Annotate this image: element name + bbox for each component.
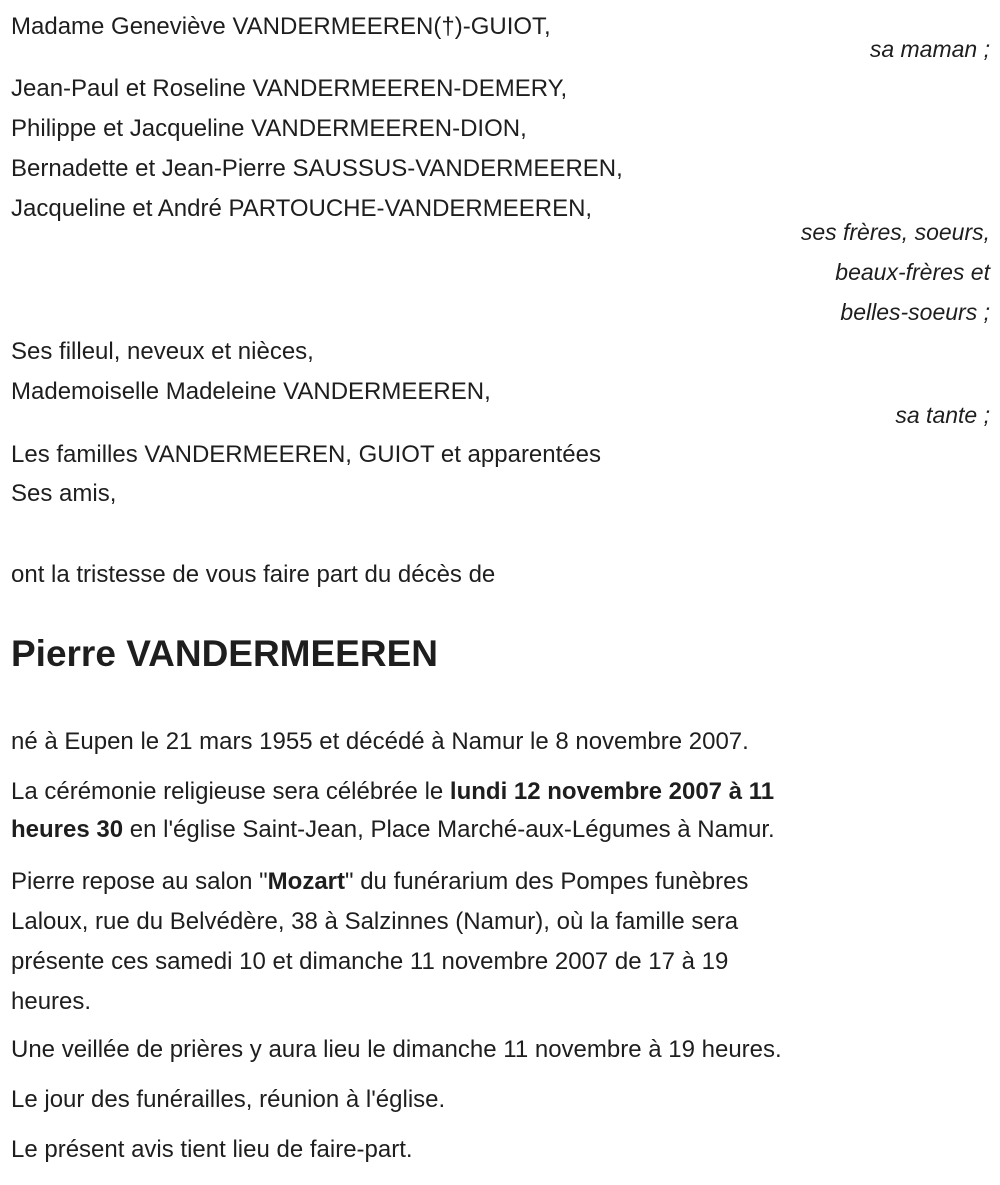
rest-line xyxy=(11,868,748,896)
ceremony-line xyxy=(11,816,775,844)
sibling-line: Jean-Paul et Roseline VANDERMEEREN-DEMERY, xyxy=(11,75,568,102)
birth-death-line: né à Eupen le 21 mars 1955 et décédé à Namur le 8 novembre 2007. xyxy=(11,728,749,755)
funeral-day-line: Le jour des funérailles, réunion à l'église. xyxy=(11,1086,446,1113)
sibling-line: Philippe et Jacqueline VANDERMEEREN-DION, xyxy=(11,115,527,142)
vigil-line: Une veillée de prières y aura lieu le dimanche 11 novembre à 19 heures. xyxy=(11,1036,782,1063)
rest-line: présente ces samedi 10 et dimanche 11 novembre 2007 de 17 à 19 xyxy=(11,948,729,975)
salon-name: Mozart xyxy=(267,868,346,895)
sibling-line: Jacqueline et André PARTOUCHE-VANDERMEEREN, xyxy=(11,195,593,222)
notice-line: Le présent avis tient lieu de faire-part. xyxy=(11,1136,413,1163)
mother-line: Madame Geneviève VANDERMEEREN(†)-GUIOT, xyxy=(11,13,551,40)
announcement: ont la tristesse de vous faire part du décès de xyxy=(11,561,496,588)
siblings-relation: ses frères, soeurs, xyxy=(800,219,990,245)
rest-text: Pierre repose au salon " xyxy=(11,868,268,895)
families-line: Les familles VANDERMEEREN, GUIOT et apparentées xyxy=(11,441,601,468)
ceremony-text: La cérémonie religieuse sera célébrée le xyxy=(11,778,450,805)
rest-text: " du funérarium des Pompes funèbres xyxy=(345,868,749,895)
friends-line: Ses amis, xyxy=(11,480,117,507)
aunt-line: Mademoiselle Madeleine VANDERMEEREN, xyxy=(11,378,491,405)
sibling-line: Bernadette et Jean-Pierre SAUSSUS-VANDERMEEREN, xyxy=(11,155,623,182)
ceremony-time: heures 30 xyxy=(11,816,124,843)
rest-line: heures. xyxy=(11,988,92,1015)
godchildren-line: Ses filleul, neveux et nièces, xyxy=(11,338,314,365)
ceremony-line xyxy=(11,778,774,806)
rest-line: Laloux, rue du Belvédère, 38 à Salzinnes (Namur), où la famille sera xyxy=(11,908,739,935)
deceased-name: Pierre VANDERMEEREN xyxy=(11,633,438,674)
ceremony-date: lundi 12 novembre 2007 à 11 xyxy=(449,778,775,805)
siblings-relation: beaux-frères et xyxy=(835,259,990,285)
aunt-relation: sa tante ; xyxy=(895,402,990,428)
ceremony-place: en l'église Saint-Jean, Place Marché-aux-Légumes à Namur. xyxy=(123,816,775,843)
mother-relation: sa maman ; xyxy=(869,36,990,62)
siblings-relation: belles-soeurs ; xyxy=(840,299,990,325)
